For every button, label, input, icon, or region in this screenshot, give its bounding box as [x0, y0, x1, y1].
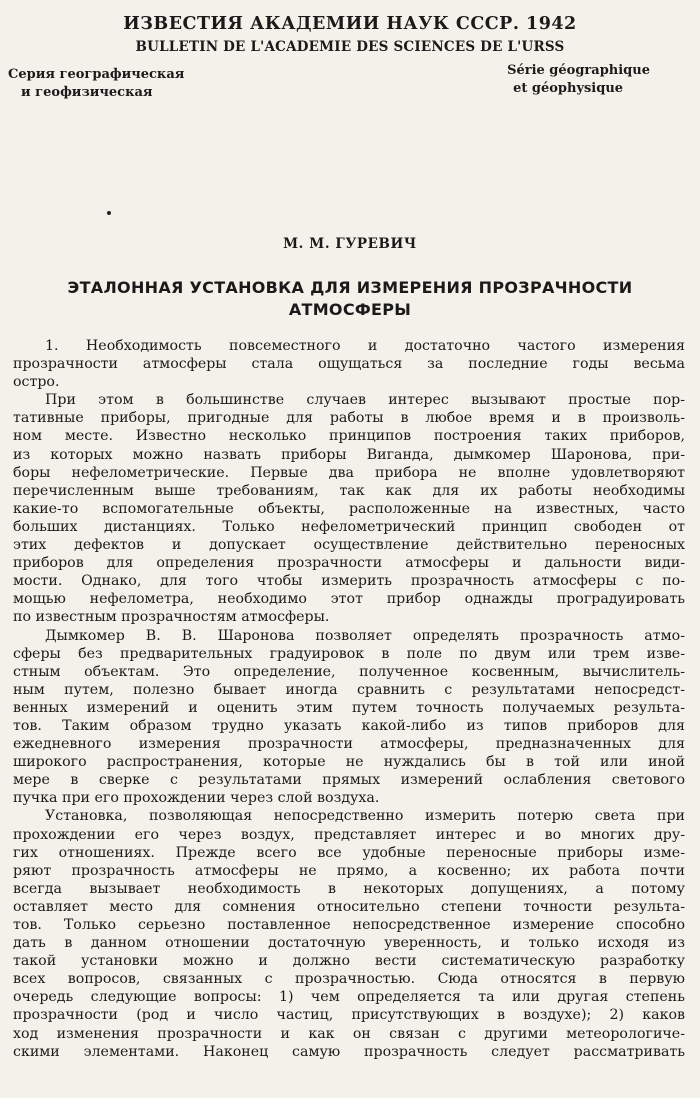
- body-line: перечисленным выше требованиям, так как для их работы необходимы: [13, 482, 685, 499]
- body-line: ежедневного измерения прозрачности атмосферы, предназначенных для: [13, 736, 685, 753]
- body-line: какие-то вспомогательные объекты, расположенные на известных, часто: [13, 500, 685, 517]
- body-line: оставляет место для сомнения относительно степени точности результа-: [13, 898, 685, 915]
- body-line: ном месте. Известно несколько принципов построения таких приборов,: [13, 428, 685, 445]
- body-line: ным путем, полезно бывает иногда сравнить с результатами непосредст-: [13, 681, 685, 698]
- article-body: [13, 337, 685, 1061]
- body-line: приборов для определения прозрачности атмосферы и дальности види-: [13, 555, 685, 572]
- series-french-line1: Série géographique: [507, 63, 650, 78]
- series-french-line2: et géophysique: [513, 81, 624, 96]
- series-french: [507, 62, 650, 98]
- article-author: М. М. ГУРЕВИЧ: [283, 236, 417, 252]
- body-line: гих отношениях. Прежде всего все удобные переносные приборы изме-: [13, 844, 685, 861]
- article-title: [40, 277, 660, 321]
- body-line: скими элементами. Наконец самую прозрачность следует рассматривать: [13, 1043, 685, 1060]
- body-line: по известным прозрачностям атмосферы.: [13, 609, 330, 626]
- body-line: Установка, позволяющая непосредственно измерить потерю света при: [45, 808, 685, 825]
- body-line: больших дистанциях. Только нефелометрический принцип свободен от: [13, 518, 685, 535]
- body-line: мости. Однако, для того чтобы измерить прозрачность атмосферы с по-: [13, 573, 685, 590]
- body-line: такой установки можно и должно вести систематическую разработку: [13, 953, 685, 970]
- body-line: стным объектам. Это определение, полученное косвенным, вычислитель-: [13, 663, 685, 680]
- body-line: При этом в большинстве случаев интерес вызывают простые пор-: [45, 392, 685, 409]
- body-line: очередь следующие вопросы: 1) чем определяется та или другая степень: [13, 989, 685, 1006]
- body-line: прозрачности атмосферы стала ощущаться за последние годы весьма: [13, 356, 685, 373]
- body-line: прозрачности (род и число частиц, присутствующих в воздухе); 2) каков: [13, 1007, 685, 1024]
- body-line: остро.: [13, 374, 60, 391]
- body-line: тов. Только серьезно поставленное непосредственное измерение способно: [13, 917, 685, 933]
- body-line: тов. Таким образом трудно указать какой-либо из типов приборов для: [13, 717, 685, 734]
- body-line: сферы без предварительных градуировок в поле по двум или трем изве-: [13, 645, 685, 662]
- body-line: всех вопросов, связанных с прозрачностью. Сюда относятся в первую: [13, 971, 685, 988]
- body-line: пучка при его прохождении через слой воздуха.: [13, 790, 380, 807]
- body-line: мере в сверке с результатами прямых измерений ослабления светового: [13, 772, 685, 789]
- body-line: дать в данном отношении достаточную уверенность, и только исходя из: [13, 935, 685, 952]
- journal-title-french: BULLETIN DE L'ACADEMIE DES SCIENCES DE L'URSS: [135, 39, 565, 55]
- print-speck: [107, 211, 111, 215]
- body-line: 1. Необходимость повсеместного и достаточно частого измерения: [45, 338, 685, 354]
- body-line: ряют прозрачность атмосферы не прямо, а косвенно; их работа почти: [13, 862, 685, 879]
- body-line: венных измерений и оценить этим путем точность получаемых результа-: [13, 699, 685, 716]
- journal-title: ИЗВЕСТИЯ АКАДЕМИИ НАУК СССР. 1942: [123, 14, 577, 34]
- body-line: тативные приборы, пригодные для работы в любое время и в произволь-: [13, 410, 685, 427]
- article-title-line1: ЭТАЛОННАЯ УСТАНОВКА ДЛЯ ИЗМЕРЕНИЯ ПРОЗРАЧНОСТИ: [67, 278, 633, 297]
- body-line: широкого распространения, которые не нуждались бы в той или иной: [13, 754, 685, 771]
- body-line: мощью нефелометра, необходимо этот прибор однажды проградуировать: [13, 591, 685, 608]
- body-line: всегда вызывает необходимость в некоторых допущениях, а потому: [13, 880, 685, 897]
- body-line: из которых можно назвать приборы Виганда, дымкомер Шаронова, при-: [13, 446, 685, 463]
- article-title-line2: АТМОСФЕРЫ: [288, 300, 412, 319]
- series-russian-line2: и геофизическая: [21, 85, 153, 100]
- body-line: Дымкомер В. В. Шаронова позволяет определять прозрачность атмо-: [45, 627, 685, 644]
- body-line: боры нефелометрические. Первые два прибора не вполне удовлетворяют: [13, 464, 685, 481]
- body-line: ход изменения прозрачности и как он связан с другими метеорологиче-: [13, 1025, 685, 1042]
- series-russian: [8, 66, 184, 102]
- body-line: прохождении его через воздух, представляет интерес и во многих дру-: [13, 826, 685, 843]
- body-line: этих дефектов и допускает осуществление действительно переносных: [13, 537, 685, 554]
- series-russian-line1: Серия географическая: [8, 67, 185, 82]
